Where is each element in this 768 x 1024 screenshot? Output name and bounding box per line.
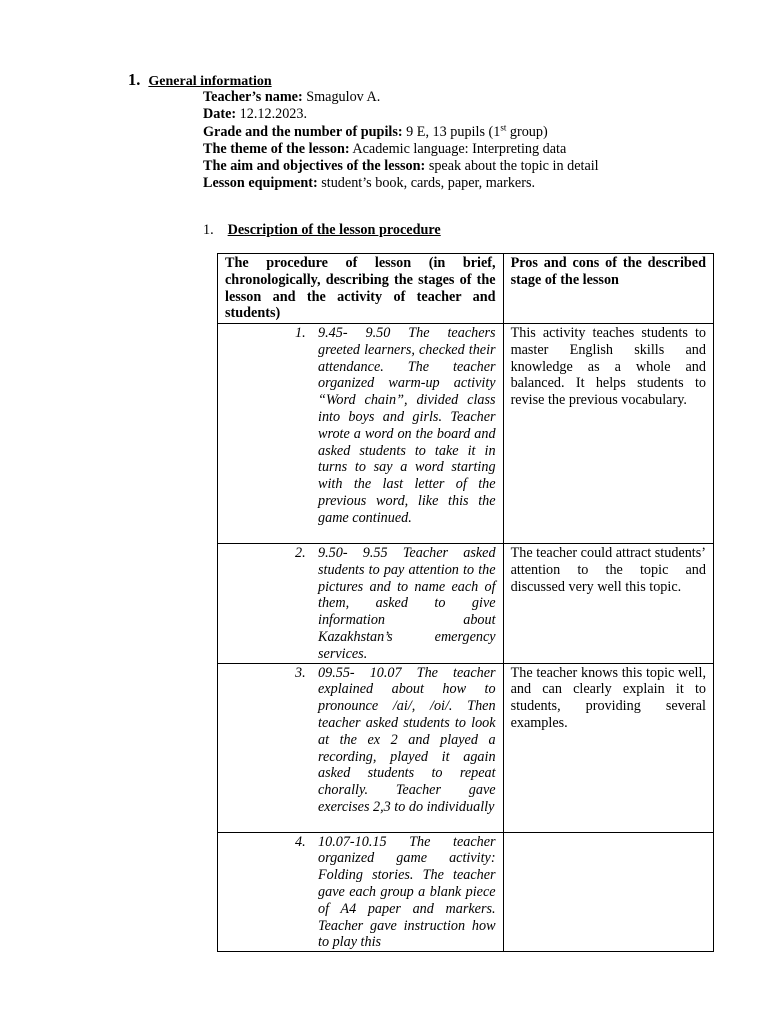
header-procedure: The procedure of lesson (in brief, chronologically, describing the stages of the lesson and the activity of teacher and students): [218, 254, 504, 324]
section-number: 1.: [128, 70, 141, 89]
table-row: [218, 324, 714, 544]
info-teacher: Teacher’s name: Smagulov A.: [203, 89, 381, 105]
pros-cell: The teacher could attract students’ attention to the topic and discussed very well this topic.: [503, 544, 713, 664]
row-number: 3.: [295, 664, 306, 681]
section-heading-general: [128, 70, 272, 90]
info-equipment: Lesson equipment: student’s book, cards, paper, markers.: [203, 175, 536, 192]
procedure-cell: 3. 09.55- 10.07 The teacher explained about how to pronounce /ai/, /oi/. Then teacher asked students to look at the ex 2 and played a recording, played it again asked students to repeat chorally. Teacher gave exercises 2,3 to do individually: [218, 663, 504, 832]
info-date: Date: 12.12.2023.: [203, 106, 308, 123]
header-pros-cons: Pros and cons of the described stage of the lesson: [503, 254, 713, 324]
pros-cell: This activity teaches students to master English skills and knowledge as a whole and balanced. It helps students to revise the previous vocabulary.: [503, 324, 713, 544]
section-number: 1.: [203, 222, 214, 238]
info-theme: The theme of the lesson: Academic language: Interpreting data: [203, 140, 567, 157]
table-row: [218, 832, 714, 952]
section-title: Description of the lesson procedure: [227, 222, 441, 238]
lesson-procedure-table: [217, 253, 714, 952]
procedure-cell: 4. 10.07-10.15 The teacher organized game activity: Folding stories. The teacher gave each group a blank piece of A4 paper and markers. Teacher gave instruction how to play this: [218, 832, 504, 952]
row-number: 4.: [295, 833, 306, 850]
general-info-block: [203, 89, 599, 193]
procedure-cell: 2. 9.50- 9.55 Teacher asked students to pay attention to the pictures and to name each of them, asked to give information about Kazakhstan’s emergency services.: [218, 544, 504, 664]
row-number: 1.: [295, 325, 306, 341]
table-row: [218, 544, 714, 664]
section-heading-procedure: [203, 222, 441, 239]
table-row: [218, 663, 714, 832]
pros-cell: The teacher knows this topic well, and can clearly explain it to students, providing several examples.: [503, 663, 713, 832]
row-number: 2.: [295, 545, 306, 561]
info-grade: Grade and the number of pupils: 9 E, 13 pupils (1st group): [203, 121, 548, 140]
table-header-row: [218, 254, 714, 324]
section-title: General information: [148, 74, 272, 89]
pros-cell: [503, 832, 713, 952]
procedure-cell: 1. 9.45- 9.50 The teachers greeted learners, checked their attendance. The teacher organized warm-up activity “Word chain”, divided class into boys and girls. Teacher wrote a word on the board and asked students to take it in turns to say a word starting with the last letter of the previous word, like this the game continued.: [218, 324, 504, 544]
info-aim: The aim and objectives of the lesson: speak about the topic in detail: [203, 158, 599, 175]
